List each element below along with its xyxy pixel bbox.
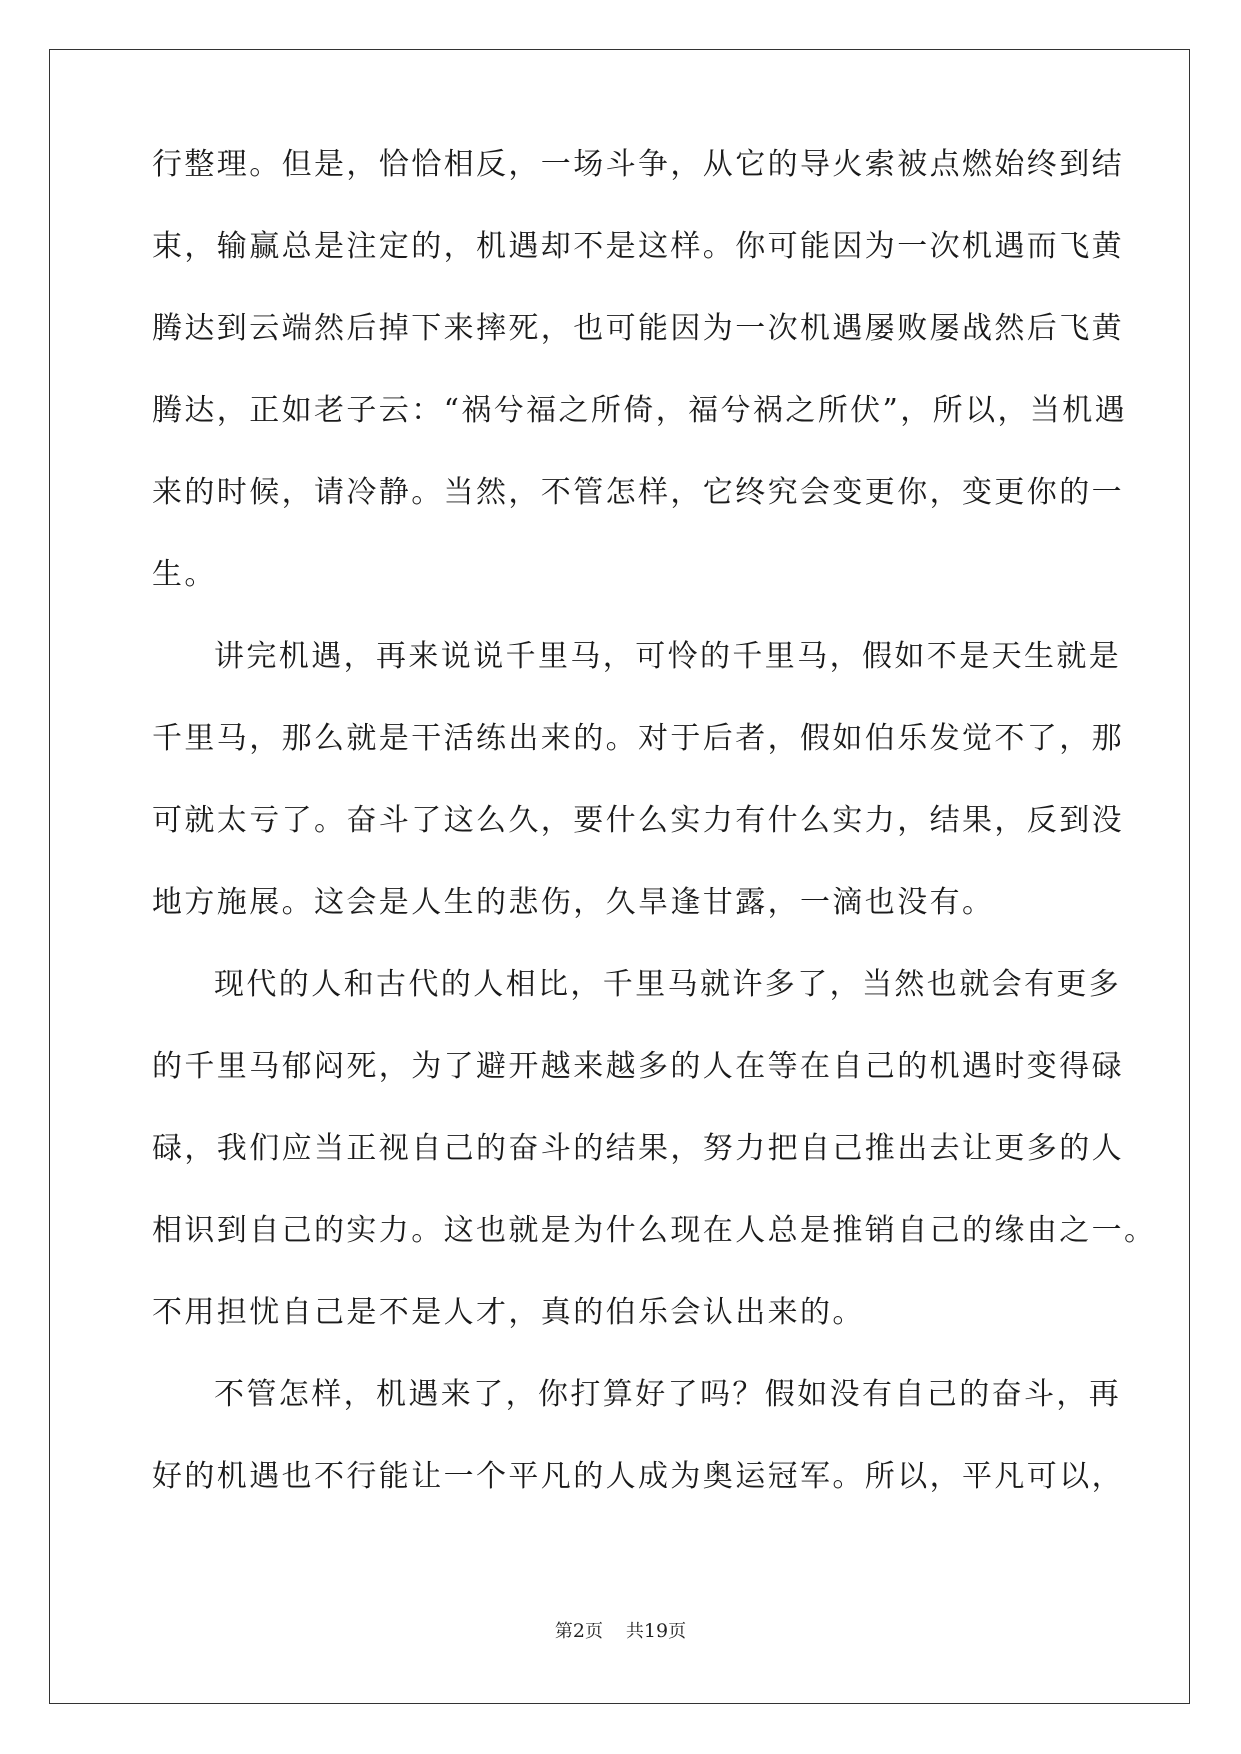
footer-total-pages: 19 — [643, 1620, 669, 1642]
paragraph-1-line-1: 行整理。但是，恰恰相反，一场斗争，从它的导火索被点燃始终到结 — [152, 147, 1124, 182]
paragraph-2-line-4: 地方施展。这会是人生的悲伤，久旱逢甘露，一滴也没有。 — [152, 885, 995, 920]
paragraph-3-line-3: 碌，我们应当正视自己的奋斗的结果，努力把自己推出去让更多的人 — [152, 1131, 1124, 1166]
paragraph-3-line-1: 现代的人和古代的人相比，千里马就许多了，当然也就会有更多 — [214, 967, 1122, 1002]
paragraph-4-line-2: 好的机遇也不行能让一个平凡的人成为奥运冠军。所以，平凡可以， — [152, 1459, 1124, 1494]
paragraph-1-line-5: 来的时候，请冷静。当然，不管怎样，它终究会变更你，变更你的一 — [152, 475, 1124, 510]
paragraph-4-line-1: 不管怎样，机遇来了，你打算好了吗？假如没有自己的奋斗，再 — [214, 1377, 1122, 1412]
paragraph-3-line-5: 不用担忧自己是不是人才，真的伯乐会认出来的。 — [152, 1295, 865, 1330]
paragraph-3-line-2: 的千里马郁闷死，为了避开越来越多的人在等在自己的机遇时变得碌 — [152, 1049, 1124, 1084]
paragraph-1-line-4: 腾达，正如老子云：“祸兮福之所倚，福兮祸之所伏”，所以，当机遇 — [152, 393, 1128, 428]
footer-total-suffix: 页 — [668, 1621, 687, 1642]
paragraph-2-line-3: 可就太亏了。奋斗了这么久，要什么实力有什么实力，结果，反到没 — [152, 803, 1124, 838]
paragraph-3-line-4: 相识到自己的实力。这也就是为什么现在人总是推销自己的缘由之一。 — [152, 1213, 1157, 1248]
paragraph-2-line-2: 千里马，那么就是干活练出来的。对于后者，假如伯乐发觉不了，那 — [152, 721, 1124, 756]
footer-total-prefix: 共 — [625, 1621, 644, 1642]
paragraph-2-line-1: 讲完机遇，再来说说千里马，可怜的千里马，假如不是天生就是 — [214, 639, 1122, 674]
page-footer — [0, 1617, 1241, 1643]
paragraph-1-line-3: 腾达到云端然后掉下来摔死，也可能因为一次机遇屡败屡战然后飞黄 — [152, 311, 1124, 346]
paragraph-1-line-2: 束，输赢总是注定的，机遇却不是这样。你可能因为一次机遇而飞黄 — [152, 229, 1124, 264]
paragraph-1-line-6: 生。 — [152, 557, 217, 592]
footer-page-number: 2 — [572, 1620, 585, 1642]
footer-page-suffix: 页 — [585, 1621, 603, 1642]
footer-prefix: 第 — [554, 1621, 573, 1642]
